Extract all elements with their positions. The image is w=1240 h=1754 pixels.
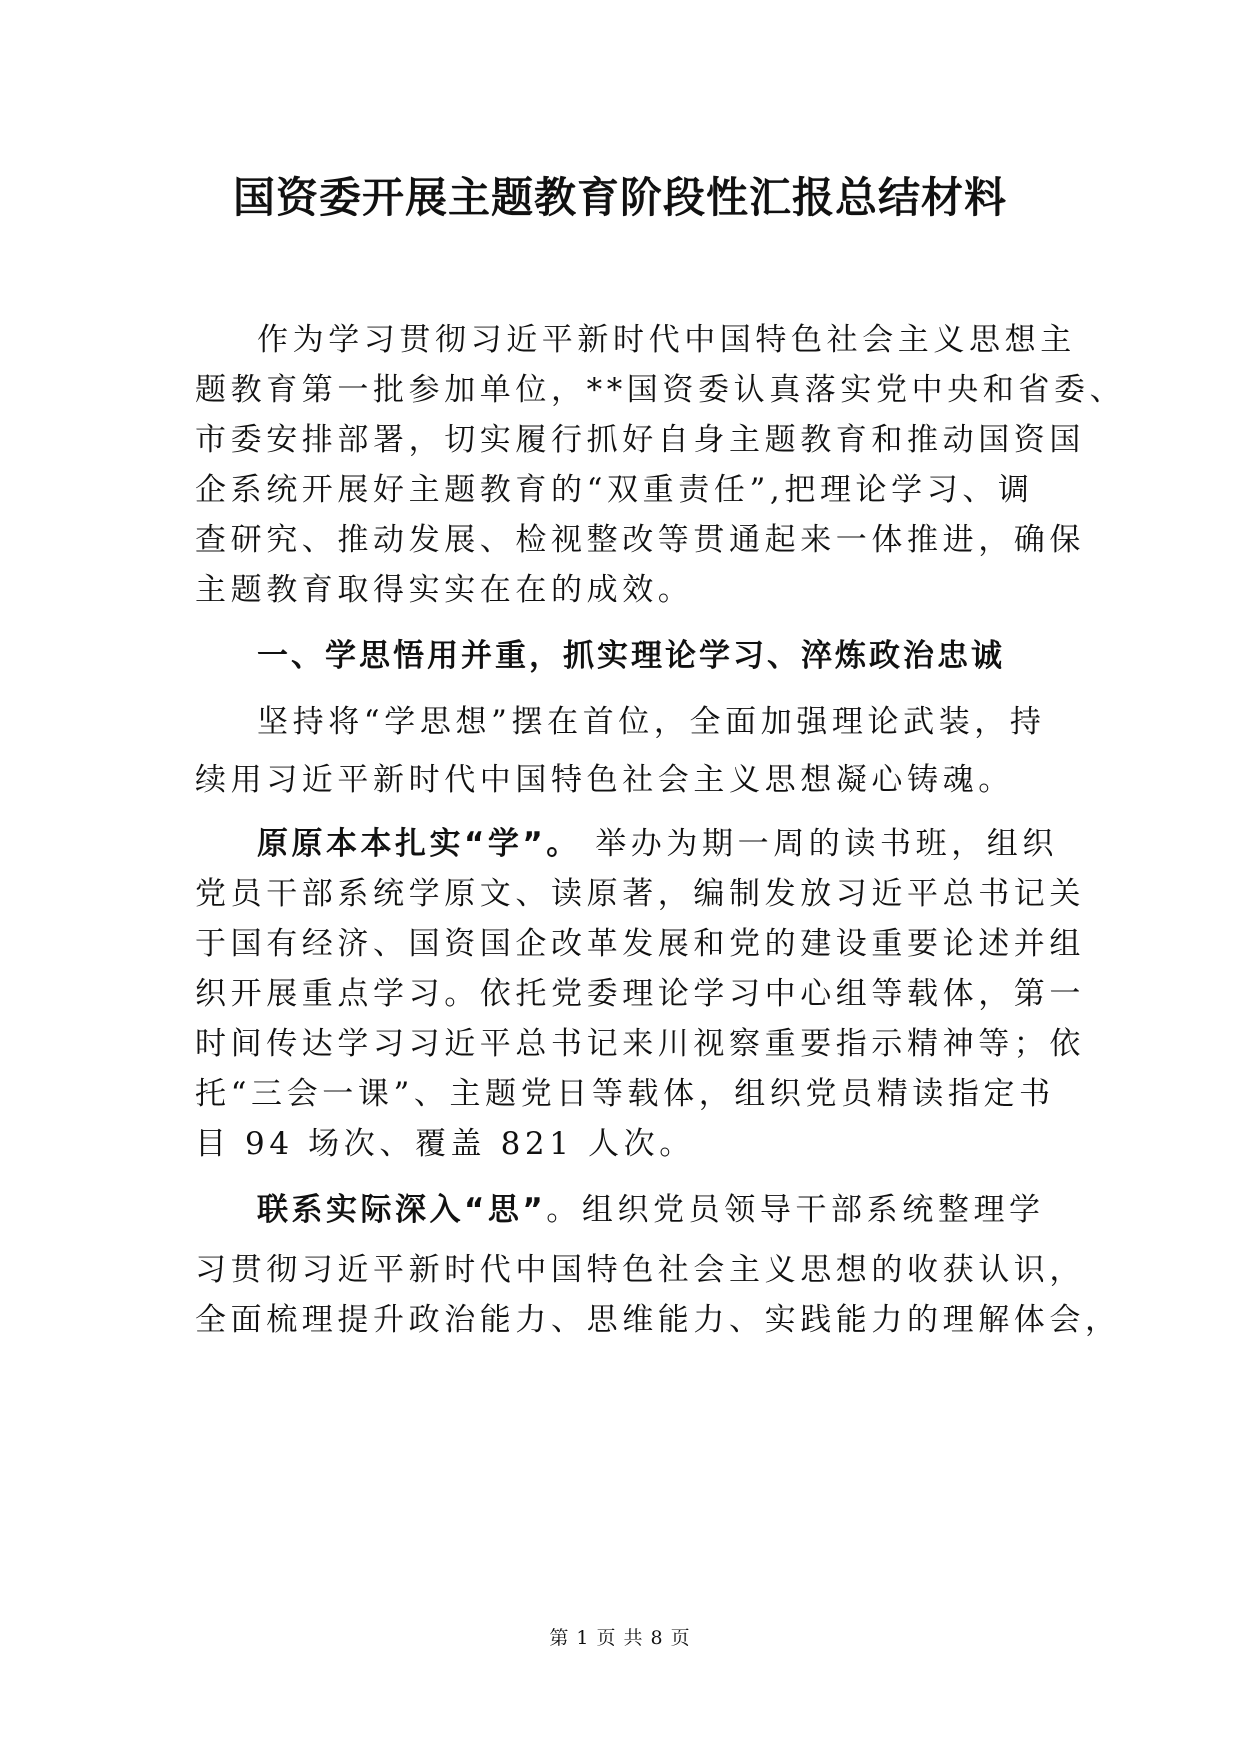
section-line: 续用习近平新时代中国特色社会主义思想凝心铸魂。 xyxy=(195,762,1014,798)
document-title: 国资委开展主题教育阶段性汇报总结材料 xyxy=(232,173,1007,222)
paragraph-line: 织开展重点学习。依托党委理论学习中心组等载体，第一 xyxy=(195,976,1085,1012)
intro-line: 查研究、推动发展、检视整改等贯通起来一体推进，确保 xyxy=(195,522,1085,558)
paragraph-lead: 原原本本扎实“学”。 xyxy=(257,826,581,862)
intro-line: 题教育第一批参加单位，**国资委认真落实党中央和省委、 xyxy=(195,372,1126,408)
intro-line: 企系统开展好主题教育的“双重责任”,把理论学习、调 xyxy=(195,472,1034,508)
paragraph-line: 全面梳理提升政治能力、思维能力、实践能力的理解体会， xyxy=(195,1302,1121,1338)
paragraph-line: 党员干部系统学原文、读原著，编制发放习近平总书记关 xyxy=(195,876,1085,912)
page-footer: 第 1 页 共 8 页 xyxy=(549,1627,691,1649)
paragraph-line: 习贯彻习近平新时代中国特色社会主义思想的收获认识， xyxy=(195,1252,1085,1288)
intro-line: 作为学习贯彻习近平新时代中国特色社会主义思想主 xyxy=(257,322,1076,358)
paragraph-first-line xyxy=(257,822,1075,866)
section-line: 坚持将“学思想”摆在首位，全面加强理论武装，持 xyxy=(257,704,1046,740)
paragraph-line: 时间传达学习习近平总书记来川视察重要指示精神等；依 xyxy=(195,1026,1085,1062)
intro-line: 市委安排部署，切实履行抓好自身主题教育和推动国资国 xyxy=(195,422,1085,458)
paragraph-line: 托“三会一课”、主题党日等载体，组织党员精读指定书 xyxy=(195,1076,1055,1112)
paragraph-line: 于国有经济、国资国企改革发展和党的建设重要论述并组 xyxy=(195,926,1085,962)
paragraph-text: 。组织党员领导干部系统整理学 xyxy=(546,1192,1045,1228)
section-heading: 一、学思悟用并重，抓实理论学习、淬炼政治忠诚 xyxy=(257,638,1005,674)
intro-line: 主题教育取得实实在在的成效。 xyxy=(195,572,694,608)
paragraph-line: 目 94 场次、覆盖 821 人次。 xyxy=(195,1126,695,1162)
paragraph-first-line xyxy=(257,1188,1075,1232)
paragraph-lead: 联系实际深入“思” xyxy=(257,1192,547,1228)
paragraph-text: 举办为期一周的读书班，组织 xyxy=(580,826,1059,862)
